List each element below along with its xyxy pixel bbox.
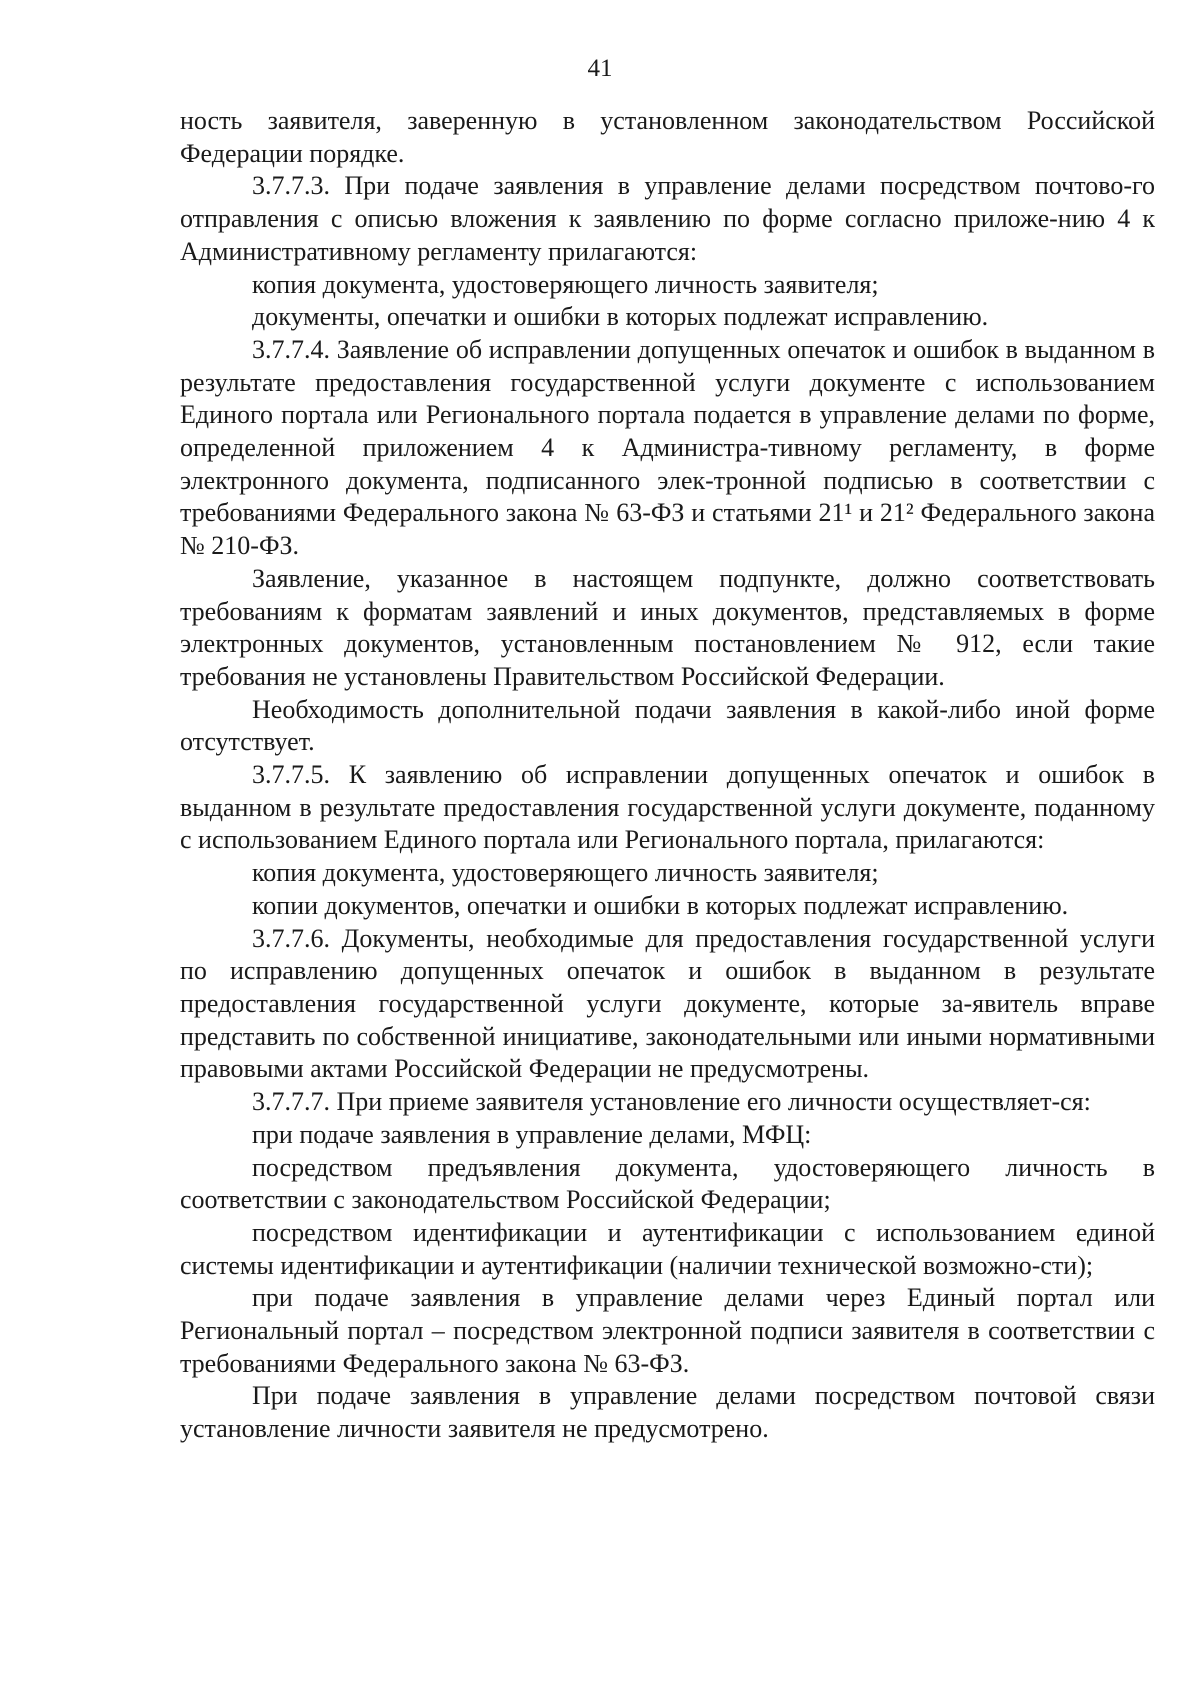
page-number: 41 <box>587 55 613 82</box>
paragraph: Заявление, указанное в настоящем подпункте, должно соответствовать требованиям к форматам заявлений и иных документов, представляемых в форме электронных документов, установленным постановлением № 912, если такие требования не установлены Правительством Российской Федерации. <box>180 563 1155 691</box>
paragraph: 3.7.7.6. Документы, необходимые для предоставления государственной услуги по исправлению допущенных опечаток и ошибок в выданном в результате предоставления государственной услуги документе, которые за-явитель вправе представить по собственной инициативе, законодательными или иными нормативными правовыми актами Российской Федерации не предусмотрены. <box>180 923 1155 1084</box>
paragraph: копии документов, опечатки и ошибки в которых подлежат исправлению. <box>252 890 1069 920</box>
paragraph: при подаче заявления в управление делами, МФЦ: <box>252 1119 812 1149</box>
paragraph: 3.7.7.4. Заявление об исправлении допущенных опечаток и ошибок в выданном в результате предоставления государственной услуги документе с использованием Единого портала или Регионального портала подается в управление делами по форме, определенной приложением 4 к Администра-тивному регламенту, в форме электронного документа, подписанного элек-тронной подписью в соответствии с требованиями Федерального закона № 63-ФЗ и статьями 21¹ и 21² Федерального закона № 210-ФЗ. <box>180 334 1155 561</box>
paragraph: при подаче заявления в управление делами через Единый портал или Региональный портал – посредством электронной подписи заявителя в соответствии с требованиями Федерального закона № 63-ФЗ. <box>180 1283 1155 1378</box>
paragraph: копия документа, удостоверяющего личность заявителя; <box>252 858 879 888</box>
paragraph: копия документа, удостоверяющего личность заявителя; <box>252 269 879 299</box>
paragraph: 3.7.7.5. К заявлению об исправлении допущенных опечаток и ошибок в выданном в результате предоставления государственной услуги документе, поданному с использованием Единого портала или Регионального портала, прилагаются: <box>180 760 1155 855</box>
paragraph: 3.7.7.3. При подаче заявления в управление делами посредством почтово-го отправления с описью вложения к заявлению по форме согласно приложе-нию 4 к Административному регламенту прилагаются: <box>180 171 1155 266</box>
paragraph: Необходимость дополнительной подачи заявления в какой-либо иной форме отсутствует. <box>180 694 1155 757</box>
paragraph: посредством предъявления документа, удостоверяющего личность в соответствии с законодательством Российской Федерации; <box>180 1152 1155 1215</box>
paragraph: ность заявителя, заверенную в установленном законодательством Российской Федерации порядке. <box>180 106 1155 168</box>
paragraph: документы, опечатки и ошибки в которых подлежат исправлению. <box>252 302 989 332</box>
paragraph: 3.7.7.7. При приеме заявителя установление его личности осуществляет-ся: <box>252 1087 1091 1117</box>
paragraph: При подаче заявления в управление делами посредством почтовой связи установление личности заявителя не предусмотрено. <box>180 1381 1155 1444</box>
paragraph: посредством идентификации и аутентификации с использованием единой системы идентификации и аутентификации (наличии технической возможно-сти); <box>180 1217 1155 1280</box>
page-body <box>180 105 1155 1446</box>
